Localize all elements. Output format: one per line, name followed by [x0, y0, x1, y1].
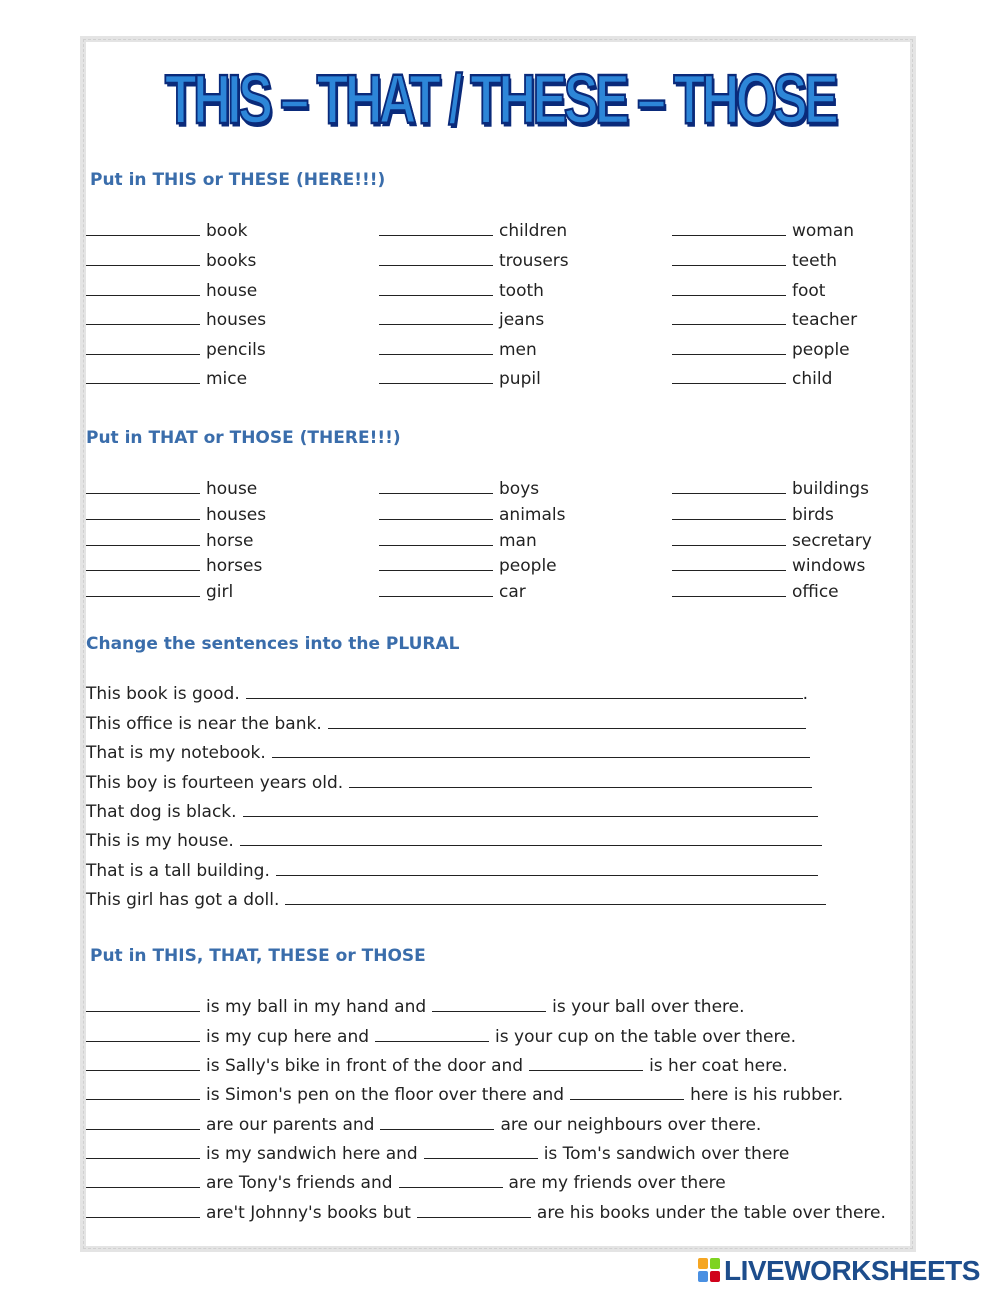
- answer-blank[interactable]: [86, 310, 200, 325]
- answer-blank[interactable]: [86, 479, 200, 494]
- answer-blank[interactable]: [432, 997, 546, 1012]
- logo-blocks-icon: [698, 1258, 720, 1282]
- row-word: animals: [499, 505, 566, 525]
- fill-row: [379, 221, 567, 241]
- fill-row: [379, 479, 539, 499]
- mixed-row: [86, 1173, 726, 1193]
- row-word: teacher: [792, 310, 858, 330]
- logo-text: LIVEWORKSHEETS: [724, 1255, 980, 1286]
- row-word: buildings: [792, 479, 869, 499]
- answer-blank[interactable]: [672, 505, 786, 520]
- answer-blank[interactable]: [86, 369, 200, 384]
- sentence-part-b: are my friends over there: [508, 1173, 726, 1193]
- mixed-row: [86, 997, 745, 1017]
- answer-line[interactable]: [272, 743, 810, 758]
- answer-blank[interactable]: [379, 310, 493, 325]
- fill-row: [672, 251, 837, 271]
- mixed-row: [86, 1085, 843, 1105]
- sentence-row: [86, 861, 818, 881]
- answer-blank[interactable]: [399, 1173, 503, 1188]
- sentence-part-b: here is his rubber.: [690, 1085, 844, 1105]
- sentence-row: [86, 743, 810, 763]
- row-word: boys: [499, 479, 540, 499]
- row-word: mice: [206, 369, 248, 389]
- sentence-row: [86, 890, 826, 910]
- fill-row: [672, 310, 857, 330]
- fill-row: [86, 369, 247, 389]
- answer-blank[interactable]: [86, 1115, 200, 1130]
- row-word: teeth: [792, 251, 838, 271]
- answer-blank[interactable]: [86, 1085, 200, 1100]
- sentence-part-b: are his books under the table over there.: [536, 1203, 886, 1223]
- answer-blank[interactable]: [86, 531, 200, 546]
- row-word: houses: [206, 505, 267, 525]
- answer-blank[interactable]: [86, 1056, 200, 1071]
- mixed-row: [86, 1056, 788, 1076]
- section-heading-mixed: Put in THIS, THAT, THESE or THOSE: [90, 946, 426, 966]
- answer-blank[interactable]: [672, 369, 786, 384]
- fill-row: [672, 479, 869, 499]
- answer-blank[interactable]: [379, 556, 493, 571]
- row-word: books: [206, 251, 257, 271]
- fill-row: [672, 221, 854, 241]
- row-word: pencils: [206, 340, 266, 360]
- sentence-part-b: are our neighbours over there.: [500, 1115, 762, 1135]
- row-word: people: [792, 340, 850, 360]
- row-word: men: [499, 340, 537, 360]
- fill-row: [379, 505, 565, 525]
- row-word: girl: [206, 582, 234, 602]
- answer-blank[interactable]: [379, 479, 493, 494]
- sentence-row: [86, 831, 822, 851]
- answer-blank[interactable]: [672, 221, 786, 236]
- fill-row: [86, 310, 266, 330]
- sentence-row: [86, 684, 808, 704]
- row-word: people: [499, 556, 557, 576]
- sentence-text: That dog is black.: [86, 802, 237, 822]
- answer-blank[interactable]: [672, 531, 786, 546]
- sentence-row: [86, 802, 818, 822]
- row-word: man: [499, 531, 537, 551]
- fill-row: [379, 556, 557, 576]
- answer-blank[interactable]: [86, 582, 200, 597]
- mixed-row: [86, 1115, 761, 1135]
- liveworksheets-logo: [698, 1254, 998, 1288]
- sentence-part-a: is my ball in my hand and: [206, 997, 427, 1017]
- answer-blank[interactable]: [86, 1027, 200, 1042]
- answer-blank[interactable]: [86, 1144, 200, 1159]
- answer-line[interactable]: [240, 831, 822, 846]
- sentence-part-a: is my cup here and: [206, 1027, 370, 1047]
- fill-row: [86, 340, 266, 360]
- sentence-part-a: are't Johnny's books but: [206, 1203, 411, 1223]
- row-word: houses: [206, 310, 267, 330]
- answer-blank[interactable]: [86, 505, 200, 520]
- row-word: pupil: [499, 369, 541, 389]
- row-word: car: [499, 582, 526, 602]
- sentence-part-b: is your ball over there.: [552, 997, 745, 1017]
- answer-blank[interactable]: [86, 997, 200, 1012]
- answer-line[interactable]: [276, 861, 818, 876]
- row-word: horse: [206, 531, 254, 551]
- answer-blank[interactable]: [86, 221, 200, 236]
- fill-row: [672, 369, 832, 389]
- fill-row: [672, 505, 834, 525]
- answer-blank[interactable]: [672, 251, 786, 266]
- sentence-part-a: is Sally's bike in front of the door and: [206, 1056, 524, 1076]
- mixed-row: [86, 1203, 886, 1223]
- answer-blank[interactable]: [417, 1203, 531, 1218]
- row-word: birds: [792, 505, 834, 525]
- fill-row: [86, 582, 233, 602]
- fill-row: [86, 221, 247, 241]
- row-word: horses: [206, 556, 263, 576]
- row-word: trousers: [499, 251, 569, 271]
- answer-blank[interactable]: [86, 1173, 200, 1188]
- sentence-text: This boy is fourteen years old.: [86, 773, 344, 793]
- answer-blank[interactable]: [529, 1056, 643, 1071]
- answer-line[interactable]: [243, 802, 818, 817]
- row-word: windows: [792, 556, 866, 576]
- fill-row: [379, 251, 569, 271]
- sentence-row: [86, 714, 806, 734]
- answer-blank[interactable]: [375, 1027, 489, 1042]
- row-word: house: [206, 479, 258, 499]
- row-word: jeans: [499, 310, 545, 330]
- row-word: children: [499, 221, 568, 241]
- fill-row: [86, 556, 262, 576]
- answer-blank[interactable]: [672, 479, 786, 494]
- answer-blank[interactable]: [672, 310, 786, 325]
- answer-blank[interactable]: [86, 251, 200, 266]
- sentence-row: [86, 773, 812, 793]
- row-word: book: [206, 221, 248, 241]
- answer-line[interactable]: [246, 684, 803, 699]
- section-heading-plural: Change the sentences into the PLURAL: [86, 634, 460, 654]
- fill-row: [379, 369, 541, 389]
- sentence-text: This is my house.: [86, 831, 234, 851]
- answer-blank[interactable]: [570, 1085, 684, 1100]
- sentence-part-b: is your cup on the table over there.: [495, 1027, 796, 1047]
- row-word: woman: [792, 221, 855, 241]
- fill-row: [86, 251, 256, 271]
- row-word: foot: [792, 281, 826, 301]
- section-heading-this-these: Put in THIS or THESE (HERE!!!): [90, 170, 386, 190]
- fill-row: [86, 531, 253, 551]
- sentence-part-a: is Simon's pen on the floor over there and: [206, 1085, 565, 1105]
- fill-row: [672, 281, 825, 301]
- answer-blank[interactable]: [379, 582, 493, 597]
- sentence-part-a: is my sandwich here and: [206, 1144, 418, 1164]
- worksheet-title: THIS – THAT / THESE – THOSE: [164, 60, 836, 139]
- sentence-text: That is my notebook.: [86, 743, 266, 763]
- answer-blank[interactable]: [86, 340, 200, 355]
- answer-blank[interactable]: [379, 340, 493, 355]
- answer-blank[interactable]: [424, 1144, 538, 1159]
- section-heading-that-those: Put in THAT or THOSE (THERE!!!): [86, 428, 401, 448]
- fill-row: [379, 281, 544, 301]
- fill-row: [379, 531, 537, 551]
- row-word: child: [792, 369, 833, 389]
- fill-row: [379, 310, 544, 330]
- answer-blank[interactable]: [86, 281, 200, 296]
- answer-line[interactable]: [285, 890, 826, 905]
- answer-blank[interactable]: [380, 1115, 494, 1130]
- sentence-part-a: are Tony's friends and: [206, 1173, 393, 1193]
- sentence-text: This book is good.: [86, 684, 240, 704]
- mixed-row: [86, 1144, 789, 1164]
- fill-row: [379, 582, 526, 602]
- fill-row: [672, 582, 839, 602]
- answer-blank[interactable]: [379, 505, 493, 520]
- sentence-part-b: is her coat here.: [649, 1056, 788, 1076]
- sentence-end: .: [802, 684, 808, 704]
- answer-blank[interactable]: [672, 582, 786, 597]
- row-word: office: [792, 582, 839, 602]
- fill-row: [379, 340, 537, 360]
- row-word: tooth: [499, 281, 544, 301]
- fill-row: [672, 340, 850, 360]
- answer-line[interactable]: [349, 773, 812, 788]
- answer-blank[interactable]: [379, 531, 493, 546]
- mixed-row: [86, 1027, 796, 1047]
- answer-line[interactable]: [328, 714, 806, 729]
- answer-blank[interactable]: [379, 251, 493, 266]
- fill-row: [672, 556, 865, 576]
- answer-blank[interactable]: [379, 281, 493, 296]
- fill-row: [86, 479, 257, 499]
- sentence-text: This girl has got a doll.: [86, 890, 280, 910]
- fill-row: [672, 531, 872, 551]
- answer-blank[interactable]: [672, 340, 786, 355]
- answer-blank[interactable]: [379, 369, 493, 384]
- row-word: secretary: [792, 531, 872, 551]
- sentence-part-a: are our parents and: [206, 1115, 375, 1135]
- answer-blank[interactable]: [379, 221, 493, 236]
- fill-row: [86, 281, 257, 301]
- answer-blank[interactable]: [86, 1203, 200, 1218]
- fill-row: [86, 505, 266, 525]
- answer-blank[interactable]: [86, 556, 200, 571]
- row-word: house: [206, 281, 258, 301]
- sentence-text: That is a tall building.: [86, 861, 270, 881]
- answer-blank[interactable]: [672, 281, 786, 296]
- answer-blank[interactable]: [672, 556, 786, 571]
- sentence-part-b: is Tom's sandwich over there: [543, 1144, 790, 1164]
- sentence-text: This office is near the bank.: [86, 714, 322, 734]
